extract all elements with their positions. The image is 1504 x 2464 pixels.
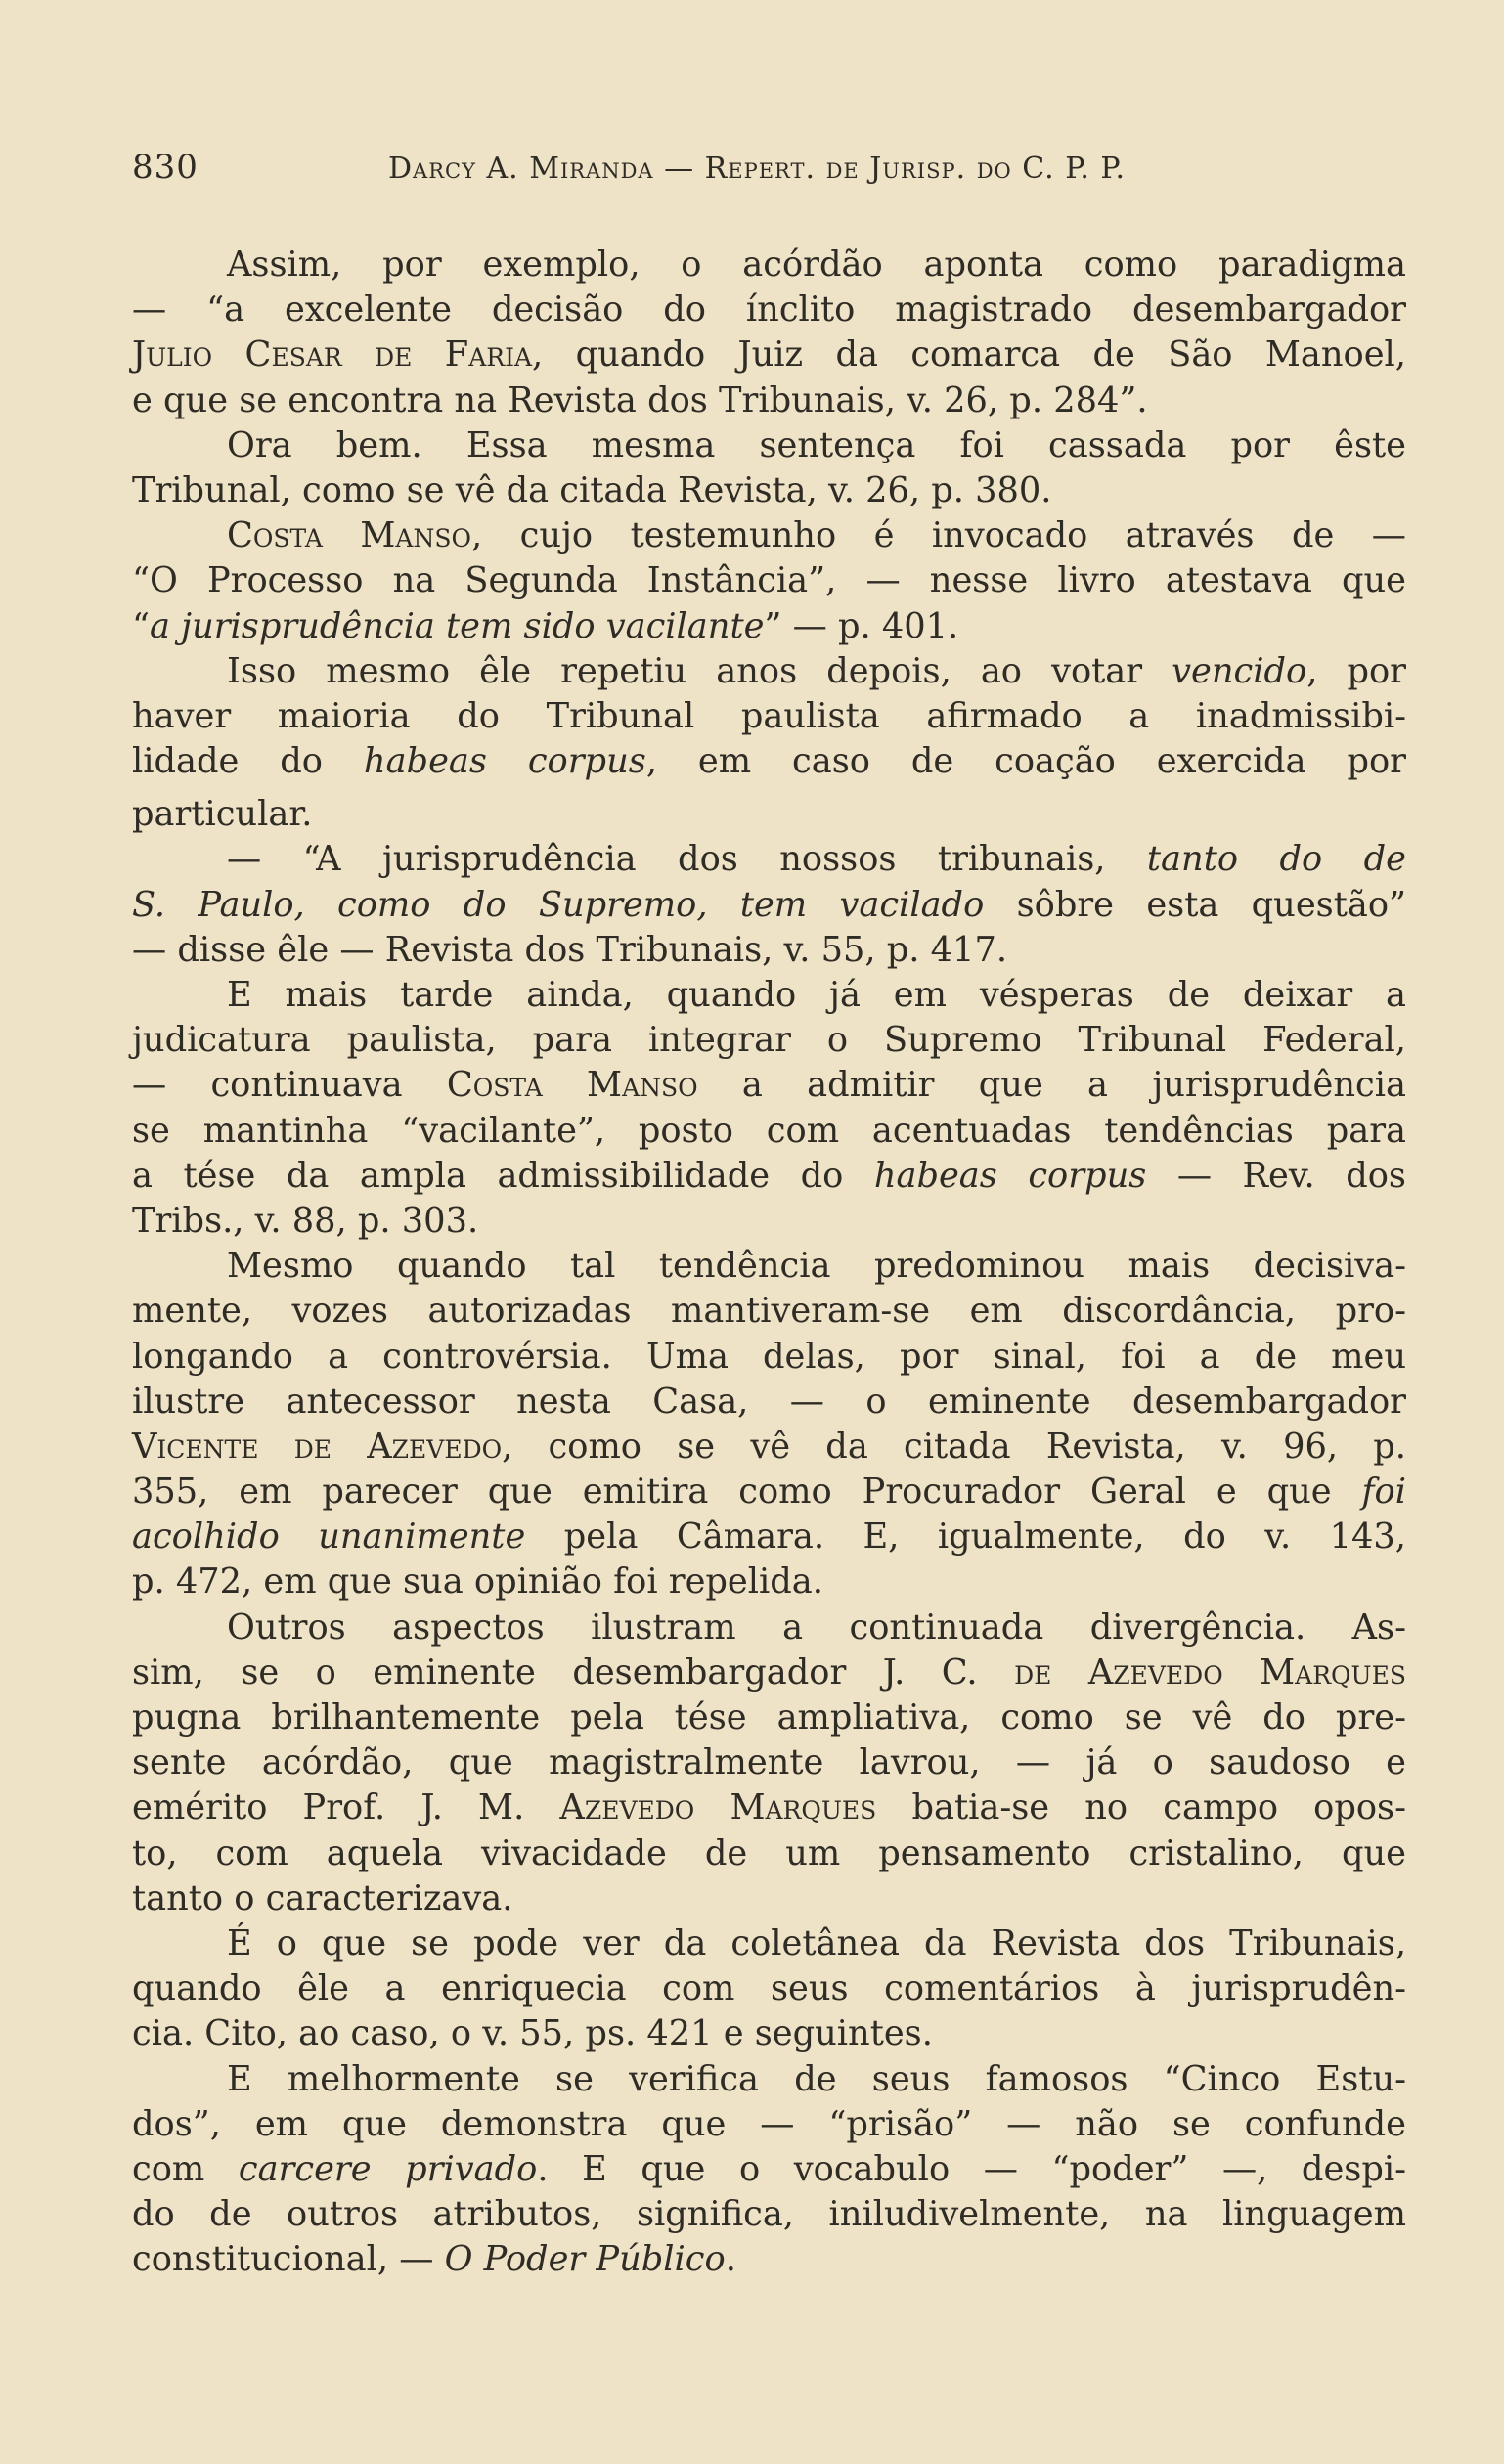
text-line bbox=[132, 837, 1406, 882]
text-run: judicatura paulista, para integrar o Supremo Tribunal Federal, bbox=[132, 1020, 1406, 1061]
text-run: pela Câmara. E, igualmente, do v. 143, bbox=[525, 1517, 1406, 1558]
text-line bbox=[132, 1199, 1406, 1244]
text-line bbox=[132, 1695, 1406, 1740]
text-run: emérito Prof. J. M. bbox=[132, 1787, 560, 1828]
text-run: a admitir que a jurisprudência bbox=[697, 1065, 1406, 1106]
text-run: ilustre antecessor nesta Casa, — o eminente desembargador bbox=[132, 1381, 1406, 1422]
text-run: Assim, por exemplo, o acórdão aponta como paradigma bbox=[227, 244, 1406, 285]
text-run: haver maioria do Tribunal paulista afirmado a inadmissibi- bbox=[132, 695, 1406, 736]
text-run: — “A jurisprudência dos nossos tribunais, bbox=[227, 839, 1147, 880]
text-line bbox=[132, 2011, 1406, 2056]
text-run: E melhormente se verifica de seus famosos “Cinco Estu- bbox=[227, 2058, 1406, 2099]
text-line bbox=[132, 378, 1406, 423]
text-run: — Rev. dos bbox=[1146, 1155, 1406, 1196]
text-line bbox=[132, 1831, 1406, 1876]
text-run: , por bbox=[1306, 650, 1406, 691]
text-line bbox=[132, 1606, 1406, 1650]
text-line bbox=[132, 1425, 1406, 1470]
text-line bbox=[132, 2237, 1406, 2282]
text-line bbox=[132, 468, 1406, 513]
text-line bbox=[132, 1560, 1406, 1605]
text-run: quando êle a enriquecia com seus comentários à jurisprudên- bbox=[132, 1968, 1406, 2009]
text-run: É o que se pode ver da coletânea da Revista dos Tribunais, bbox=[227, 1922, 1406, 1963]
proper-name: Azevedo Marques bbox=[559, 1787, 877, 1828]
italic-phrase: habeas corpus bbox=[873, 1155, 1147, 1196]
text-run: Outros aspectos ilustram a continuada divergência. As- bbox=[227, 1606, 1406, 1648]
text-run: pugna brilhantemente pela tése ampliativa, como se vê do pre- bbox=[132, 1697, 1406, 1738]
text-run: “ bbox=[132, 605, 150, 646]
italic-phrase: habeas corpus bbox=[363, 741, 646, 782]
text-run: p. 472, em que sua opinião foi repelida. bbox=[132, 1562, 823, 1603]
text-line bbox=[132, 1335, 1406, 1380]
text-line bbox=[132, 1154, 1406, 1199]
text-line bbox=[132, 739, 1406, 784]
text-line bbox=[132, 1966, 1406, 2011]
text-line bbox=[132, 1470, 1406, 1515]
body-text bbox=[132, 242, 1406, 2282]
italic-phrase: a jurisprudência tem sido vacilante bbox=[150, 605, 765, 646]
text-line bbox=[132, 1109, 1406, 1154]
proper-name: Costa Manso bbox=[227, 515, 471, 556]
text-line bbox=[132, 1244, 1406, 1289]
text-run: , em caso de coação exercida por bbox=[645, 741, 1406, 782]
text-run: ” — p. 401. bbox=[764, 605, 959, 646]
text-line bbox=[132, 1515, 1406, 1560]
text-line bbox=[132, 928, 1406, 973]
text-run: 355, em parecer que emitira como Procurador Geral e que bbox=[132, 1472, 1362, 1513]
proper-name: Vicente de Azevedo bbox=[132, 1426, 503, 1467]
text-run: “O Processo na Segunda Instância”, — nesse livro atestava que bbox=[132, 560, 1406, 601]
text-run: , quando Juiz da comarca de São Manoel, bbox=[532, 334, 1406, 375]
text-run: E mais tarde ainda, quando já em vésperas de deixar a bbox=[227, 975, 1406, 1015]
text-run: particular. bbox=[132, 794, 313, 835]
text-run: Ora bem. Essa mesma sentença foi cassada por êste bbox=[227, 424, 1406, 465]
text-line bbox=[132, 1063, 1406, 1108]
text-run: . E que o vocabulo — “poder” —, despi- bbox=[537, 2148, 1406, 2189]
text-run: — disse êle — Revista dos Tribunais, v. 55, p. 417. bbox=[132, 929, 1008, 970]
text-run: do de outros atributos, significa, iniludivelmente, na linguagem bbox=[132, 2194, 1406, 2235]
text-run: sim, se o eminente desembargador J. C. bbox=[132, 1651, 1015, 1693]
text-line bbox=[132, 1018, 1406, 1063]
text-run: Mesmo quando tal tendência predominou mais decisiva- bbox=[227, 1246, 1406, 1287]
text-run: — continuava bbox=[132, 1065, 447, 1106]
text-line bbox=[132, 1380, 1406, 1425]
text-run: e que se encontra na Revista dos Tribunais, v. 26, p. 284”. bbox=[132, 379, 1148, 420]
text-run: — “a excelente decisão do ínclito magistrado desembargador bbox=[132, 289, 1406, 330]
text-line bbox=[132, 2192, 1406, 2237]
italic-phrase: carcere privado bbox=[238, 2148, 538, 2189]
text-line bbox=[132, 558, 1406, 603]
text-line bbox=[132, 423, 1406, 468]
text-run: tanto o caracterizava. bbox=[132, 1877, 513, 1918]
text-run: cia. Cito, ao caso, o v. 55, ps. 421 e seguintes. bbox=[132, 2013, 933, 2054]
text-line bbox=[132, 604, 1406, 649]
italic-phrase: S. Paulo, como do Supremo, tem vacilado bbox=[132, 884, 985, 925]
text-run: . bbox=[725, 2239, 736, 2280]
text-line bbox=[132, 2102, 1406, 2147]
text-run: sente acórdão, que magistralmente lavrou, — já o saudoso e bbox=[132, 1742, 1406, 1783]
text-line bbox=[132, 973, 1406, 1018]
proper-name: de Azevedo Marques bbox=[1014, 1651, 1406, 1693]
text-run: Isso mesmo êle repetiu anos depois, ao votar bbox=[227, 650, 1172, 691]
page-header bbox=[132, 145, 1406, 190]
text-run: com bbox=[132, 2148, 239, 2189]
italic-phrase: acolhido unanimente bbox=[132, 1517, 526, 1558]
text-line bbox=[132, 792, 1406, 837]
text-run: , cujo testemunho é invocado através de — bbox=[470, 515, 1406, 556]
text-line bbox=[132, 2057, 1406, 2102]
text-run: a tése da ampla admissibilidade do bbox=[132, 1155, 874, 1196]
text-run: constitucional, — bbox=[132, 2239, 445, 2280]
text-run: Tribunal, como se vê da citada Revista, v. 26, p. 380. bbox=[132, 469, 1052, 510]
text-run: Tribs., v. 88, p. 303. bbox=[132, 1200, 479, 1241]
text-line bbox=[132, 287, 1406, 332]
italic-phrase: O Poder Público bbox=[444, 2239, 726, 2280]
text-line bbox=[132, 694, 1406, 739]
text-line bbox=[132, 332, 1406, 377]
text-run: se mantinha “vacilante”, posto com acentuadas tendências para bbox=[132, 1110, 1406, 1151]
text-line bbox=[132, 1785, 1406, 1830]
text-line bbox=[132, 649, 1406, 694]
proper-name: Costa Manso bbox=[446, 1065, 698, 1106]
text-run: longando a controvérsia. Uma delas, por sinal, foi a de meu bbox=[132, 1336, 1406, 1377]
italic-phrase: vencido bbox=[1172, 650, 1307, 691]
text-run: lidade do bbox=[132, 741, 364, 782]
text-line bbox=[132, 1650, 1406, 1695]
text-line bbox=[132, 242, 1406, 287]
text-line bbox=[132, 883, 1406, 928]
running-head: Darcy A. Miranda — Repert. de Jurisp. do C. P. P. bbox=[388, 152, 1127, 186]
text-line bbox=[132, 1740, 1406, 1785]
text-run: mente, vozes autorizadas mantiveram-se em discordância, pro- bbox=[132, 1291, 1406, 1332]
text-run: sôbre esta questão” bbox=[984, 884, 1407, 925]
text-line bbox=[132, 1289, 1406, 1334]
page-number: 830 bbox=[132, 148, 199, 187]
text-run: dos”, em que demonstra que — “prisão” — não se confunde bbox=[132, 2103, 1406, 2144]
text-run: to, com aquela vivacidade de um pensamento cristalino, que bbox=[132, 1832, 1406, 1873]
text-run: , como se vê da citada Revista, v. 96, p. bbox=[502, 1426, 1406, 1467]
text-run: batia-se no campo opos- bbox=[876, 1787, 1406, 1828]
text-line bbox=[132, 1876, 1406, 1921]
text-line bbox=[132, 2147, 1406, 2192]
text-line bbox=[132, 1921, 1406, 1966]
proper-name: Julio Cesar de Faria bbox=[132, 334, 533, 375]
italic-phrase: foi bbox=[1361, 1472, 1406, 1513]
italic-phrase: tanto do de bbox=[1146, 839, 1406, 880]
text-line bbox=[132, 513, 1406, 558]
